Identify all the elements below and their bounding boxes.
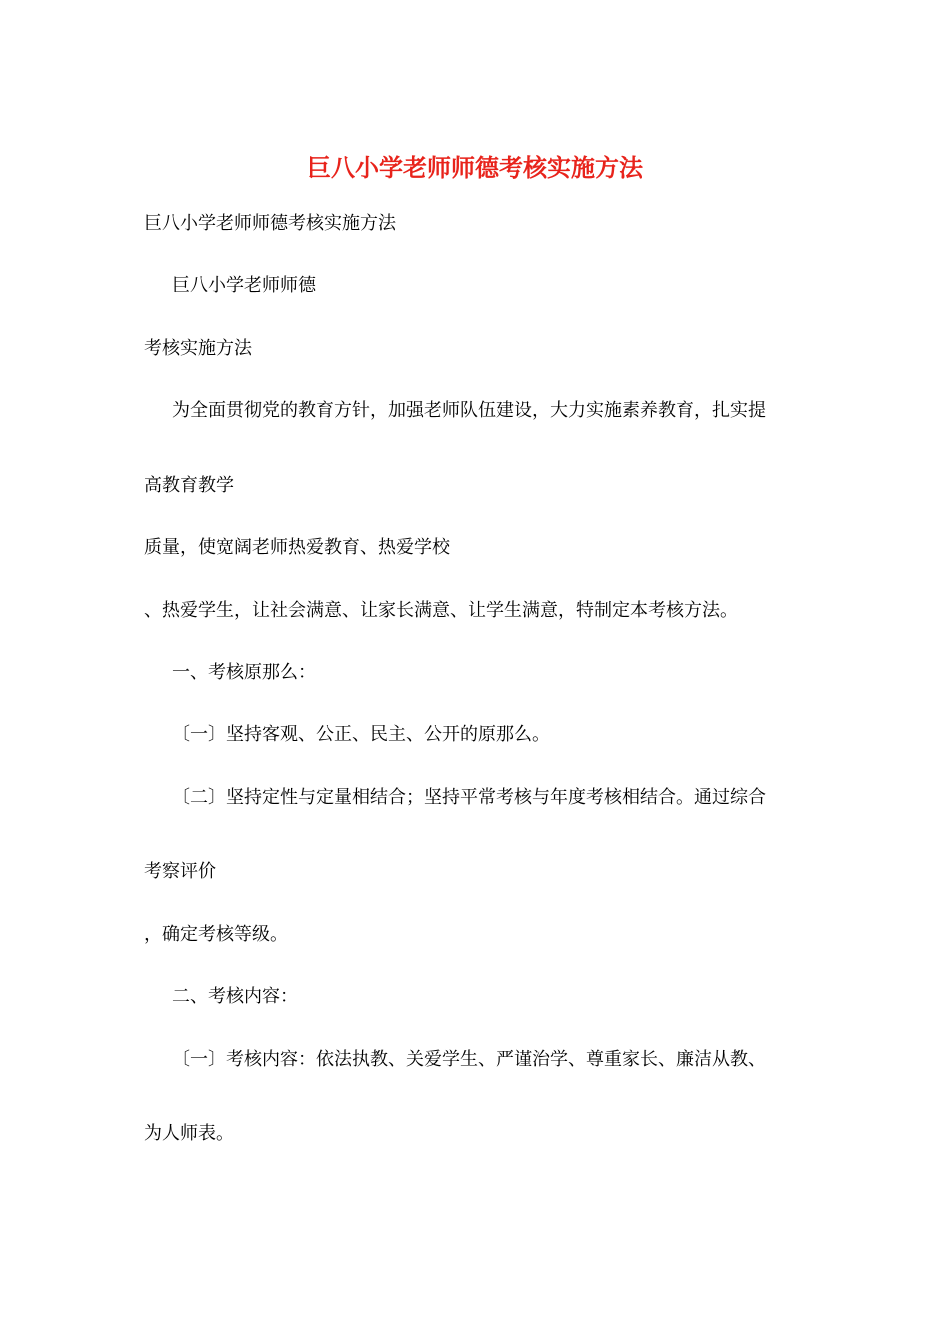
doc-line: 考察评价 xyxy=(144,861,216,882)
doc-line: 为全面贯彻党的教育方针，加强老师队伍建设，大力实施素养教育，扎实提 xyxy=(172,400,766,421)
doc-line: 〔二〕坚持定性与定量相结合；坚持平常考核与年度考核相结合。通过综合 xyxy=(172,787,766,808)
doc-line: 质量，使宽阔老师热爱教育、热爱学校 xyxy=(144,537,450,558)
doc-line: 高教育教学 xyxy=(144,475,234,496)
doc-line: 巨八小学老师师德考核实施方法 xyxy=(144,213,396,234)
section-heading: 二、考核内容： xyxy=(172,986,298,1007)
doc-line: 〔一〕考核内容：依法执教、关爱学生、严谨治学、尊重家长、廉洁从教、 xyxy=(172,1049,766,1070)
document-title: 巨八小学老师师德考核实施方法 xyxy=(307,154,643,182)
doc-line: 、热爱学生，让社会满意、让家长满意、让学生满意，特制定本考核方法。 xyxy=(144,600,738,621)
doc-line: 〔一〕坚持客观、公正、民主、公开的原那么。 xyxy=(172,724,550,745)
section-heading: 一、考核原那么： xyxy=(172,662,316,683)
doc-line: ，确定考核等级。 xyxy=(144,924,288,945)
doc-line: 巨八小学老师师德 xyxy=(172,275,316,296)
doc-line: 为人师表。 xyxy=(144,1123,234,1144)
doc-line: 考核实施方法 xyxy=(144,338,252,359)
